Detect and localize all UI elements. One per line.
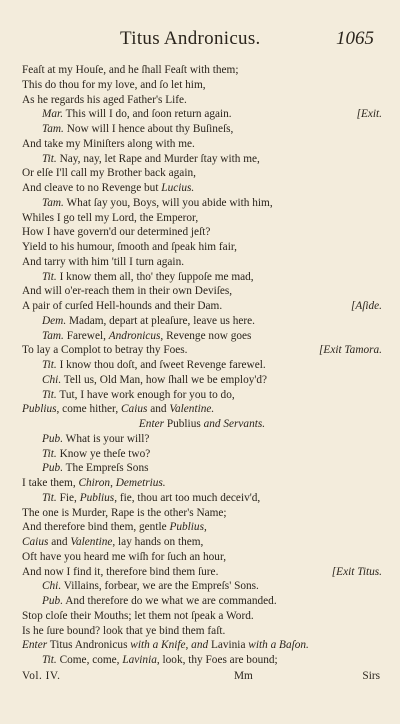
- text-line: [22, 432, 382, 447]
- line-text: , Revenge now goes: [160, 329, 252, 342]
- text-line: [22, 609, 382, 624]
- line-text: The Empreſs Sons: [63, 462, 149, 475]
- text-line: [22, 373, 382, 388]
- line-text: Titus Andronicus: [47, 639, 131, 652]
- line-text: A pair of curſed Hell-hounds and their Dam.: [22, 300, 223, 312]
- text-line: [22, 506, 382, 521]
- line-text: I know them all, tho' they ſuppoſe me mad,: [56, 270, 254, 283]
- speaker-name: Tam.: [42, 123, 64, 135]
- italic-text: Publius: [79, 491, 115, 504]
- italic-text: Caius: [22, 536, 49, 548]
- text-line: [22, 181, 382, 196]
- line-text: , fie, thou art too much deceiv'd,: [114, 491, 261, 504]
- line-text: Nay, nay, let Rape and Murder ſtay with me,: [56, 152, 260, 165]
- line-text: Or elſe I'll call my Brother back again,: [22, 167, 196, 180]
- line-text: And take my Miniſters along with me.: [22, 137, 195, 150]
- speaker-name: Tit.: [42, 388, 57, 401]
- speaker-name: Pub.: [42, 432, 64, 445]
- text-line: [22, 461, 382, 476]
- text-line: [22, 93, 382, 108]
- line-text: Whiles I go tell my Lord, the Emperor,: [22, 211, 199, 224]
- italic-text: with a Knife, and: [130, 639, 209, 652]
- stage-direction: [Exit.: [356, 108, 382, 121]
- speaker-name: Tam.: [42, 196, 64, 209]
- text-line: [22, 343, 382, 358]
- line-text: Come, come,: [56, 654, 123, 666]
- page-footer: [22, 670, 380, 686]
- line-text: And cleave to no Revenge but: [22, 182, 162, 194]
- play-text: [22, 63, 382, 668]
- text-line: [22, 299, 382, 314]
- line-text: Yield to his humour, ſmooth and ſpeak him fair,: [22, 241, 237, 253]
- speaker-name: Tit.: [42, 654, 57, 666]
- text-line: [22, 284, 382, 299]
- line-text: What is your will?: [63, 432, 150, 445]
- line-text: ,: [110, 477, 116, 489]
- speaker-name: Pub.: [42, 595, 64, 607]
- line-text: The one is Murder, Rape is the other's Name;: [22, 506, 227, 519]
- text-line: [22, 137, 382, 152]
- line-text: Publius: [164, 418, 204, 430]
- text-line: [22, 107, 382, 122]
- text-line: [22, 314, 382, 329]
- line-text: And will o'er-reach them in their own Deviſes,: [22, 285, 233, 298]
- text-line: [22, 491, 382, 506]
- speaker-name: Tit.: [42, 270, 57, 283]
- speaker-name: Dem.: [42, 314, 67, 327]
- italic-text: Valentine.: [169, 403, 215, 416]
- italic-text: with a Baſon.: [248, 639, 309, 652]
- line-text: Now will I hence about thy Buſineſs,: [63, 123, 234, 135]
- italic-text: Publius: [22, 403, 57, 416]
- line-text: Oft have you heard me wiſh for ſuch an hour,: [22, 550, 227, 563]
- italic-text: Caius: [121, 403, 148, 416]
- line-text: and: [147, 403, 170, 416]
- line-text: Feaſt at my Houſe, and he ſhall Feaſt with them;: [22, 64, 239, 76]
- line-text: This will I do, and ſoon return again.: [63, 108, 232, 121]
- text-line: [22, 78, 382, 93]
- line-text: Tut, I have work enough for you to do,: [56, 388, 235, 401]
- italic-text: Publius,: [169, 521, 207, 534]
- line-text: And now I find it, therefore bind them ſure.: [22, 565, 219, 578]
- line-text: This do thou for my love, and ſo let him,: [22, 78, 206, 91]
- line-text: Lavinia: [208, 639, 249, 652]
- speaker-name: Tam.: [42, 329, 64, 342]
- speaker-name: Tit.: [42, 359, 57, 371]
- page-header: [0, 28, 400, 58]
- text-line: [22, 535, 382, 550]
- speaker-name: Tit.: [42, 447, 57, 460]
- text-line: [22, 520, 382, 535]
- text-line: [22, 196, 382, 211]
- line-text: Madam, depart at pleaſure, leave us here.: [66, 314, 255, 327]
- italic-text: Demetrius.: [115, 477, 166, 489]
- line-text: Tell us, Old Man, how ſhall we be employ'd?: [61, 373, 268, 386]
- text-line: [22, 402, 382, 417]
- italic-text: Lucius.: [161, 182, 195, 194]
- line-text: Fie,: [56, 491, 80, 504]
- italic-text: Valentine: [70, 536, 113, 548]
- speaker-name: Tit.: [42, 491, 57, 504]
- stage-direction: [Exit Titus.: [331, 565, 382, 578]
- text-line: [22, 225, 382, 240]
- line-text: And therefore do we what we are commanded.: [63, 595, 277, 607]
- text-line: [22, 476, 382, 491]
- line-text: And therefore bind them, gentle: [22, 521, 170, 534]
- stage-direction: [Exit Tamora.: [319, 344, 382, 357]
- line-text: , look, thy Foes are bound;: [156, 654, 278, 666]
- text-line: [22, 270, 382, 285]
- line-text: Know ye theſe two?: [56, 447, 151, 460]
- text-line: [22, 594, 382, 609]
- line-text: Villains, forbear, we are the Empreſs' Sons.: [61, 580, 259, 593]
- page-number: 1065: [336, 28, 374, 49]
- text-line: [22, 624, 382, 639]
- speaker-name: Tit.: [42, 152, 57, 165]
- italic-text: Enter: [22, 639, 48, 652]
- text-line: [22, 638, 382, 653]
- catchword: Sirs: [362, 670, 380, 682]
- text-line: [22, 152, 382, 167]
- speaker-name: Chi.: [42, 373, 62, 386]
- signature-mark: Mm: [234, 670, 253, 682]
- text-line: [22, 653, 382, 668]
- text-line: [22, 417, 382, 432]
- line-text: Is he ſure bound? look that ye bind them faſt.: [22, 624, 226, 637]
- line-text: Stop cloſe their Mouths; let them not ſpeak a Word.: [22, 609, 254, 622]
- italic-text: Andronicus: [108, 329, 161, 342]
- line-text: As he regards his aged Father's Life.: [22, 93, 187, 106]
- text-line: [22, 255, 382, 270]
- stage-direction: [Aſide.: [350, 300, 382, 312]
- text-line: [22, 358, 382, 373]
- text-line: [22, 211, 382, 226]
- text-line: [22, 579, 382, 594]
- text-line: [22, 550, 382, 565]
- text-line: [22, 565, 382, 580]
- line-text: What ſay you, Boys, will you abide with him,: [63, 196, 273, 209]
- text-line: [22, 122, 382, 137]
- running-title: Titus Andronicus.: [120, 28, 261, 49]
- line-text: How I have govern'd our determined jeſt?: [22, 226, 211, 239]
- line-text: I know thou doſt, and ſweet Revenge farewel.: [56, 359, 266, 371]
- line-text: , lay hands on them,: [112, 536, 204, 548]
- speaker-name: Chi.: [42, 580, 62, 593]
- text-line: [22, 166, 382, 181]
- italic-text: Lavinia: [122, 654, 157, 666]
- volume-label: Vol. IV.: [22, 670, 61, 682]
- text-line: [22, 329, 382, 344]
- line-text: And tarry with him 'till I turn again.: [22, 255, 185, 268]
- line-text: , come hither,: [56, 403, 122, 416]
- line-text: To lay a Complot to betray thy Foes.: [22, 344, 188, 357]
- italic-text: Chiron: [78, 477, 111, 489]
- speaker-name: Mar.: [42, 108, 64, 121]
- italic-text: Enter: [138, 418, 165, 430]
- text-line: [22, 240, 382, 255]
- line-text: Farewel,: [63, 329, 109, 342]
- line-text: I take them,: [22, 477, 79, 489]
- text-line: [22, 388, 382, 403]
- speaker-name: Pub.: [42, 462, 64, 475]
- line-text: and: [48, 536, 71, 548]
- text-line: [22, 447, 382, 462]
- text-line: [22, 63, 382, 78]
- italic-text: and Servants.: [203, 418, 266, 430]
